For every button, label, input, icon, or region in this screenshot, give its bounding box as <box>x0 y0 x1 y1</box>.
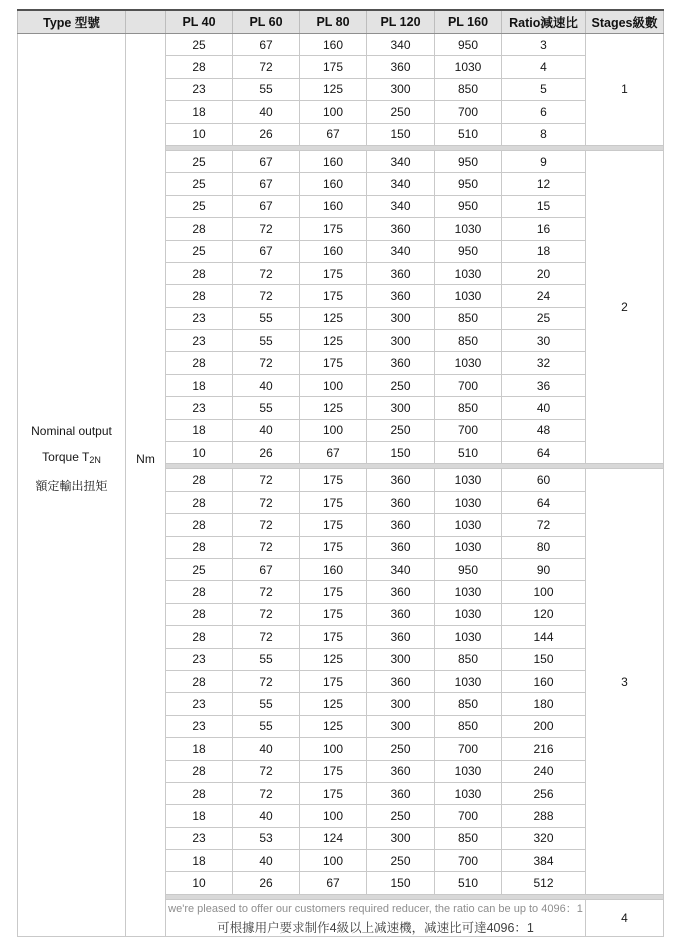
torque-cell: 250 <box>367 101 435 123</box>
torque-cell: 23 <box>166 307 233 329</box>
torque-cell: 72 <box>233 581 300 603</box>
torque-cell: 25 <box>166 34 233 56</box>
torque-cell: 850 <box>435 330 502 352</box>
torque-cell: 175 <box>300 536 367 558</box>
ratio-cell: 180 <box>502 693 586 715</box>
torque-cell: 300 <box>367 715 435 737</box>
torque-cell: 18 <box>166 805 233 827</box>
torque-cell: 950 <box>435 173 502 195</box>
ratio-cell: 512 <box>502 872 586 894</box>
torque-cell: 1030 <box>435 670 502 692</box>
ratio-cell: 64 <box>502 442 586 464</box>
torque-cell: 150 <box>367 123 435 145</box>
torque-cell: 300 <box>367 827 435 849</box>
torque-cell: 360 <box>367 56 435 78</box>
ratio-cell: 100 <box>502 581 586 603</box>
torque-cell: 40 <box>233 805 300 827</box>
ratio-cell: 32 <box>502 352 586 374</box>
header-ratio: Ratio減速比 <box>502 10 586 34</box>
torque-cell: 72 <box>233 285 300 307</box>
torque-cell: 26 <box>233 872 300 894</box>
torque-cell: 1030 <box>435 262 502 284</box>
torque-cell: 950 <box>435 34 502 56</box>
torque-cell: 360 <box>367 491 435 513</box>
torque-cell: 28 <box>166 782 233 804</box>
ratio-cell: 240 <box>502 760 586 782</box>
torque-cell: 175 <box>300 56 367 78</box>
torque-cell: 360 <box>367 352 435 374</box>
torque-cell: 67 <box>300 123 367 145</box>
torque-cell: 950 <box>435 240 502 262</box>
torque-cell: 175 <box>300 262 367 284</box>
ratio-cell: 216 <box>502 738 586 760</box>
torque-cell: 28 <box>166 603 233 625</box>
torque-cell: 67 <box>233 240 300 262</box>
torque-cell: 340 <box>367 34 435 56</box>
torque-cell: 1030 <box>435 760 502 782</box>
torque-cell: 360 <box>367 469 435 491</box>
torque-cell: 28 <box>166 352 233 374</box>
ratio-cell: 8 <box>502 123 586 145</box>
torque-cell: 250 <box>367 850 435 872</box>
torque-cell: 100 <box>300 101 367 123</box>
torque-cell: 175 <box>300 514 367 536</box>
torque-cell: 23 <box>166 78 233 100</box>
header-pl120: PL 120 <box>367 10 435 34</box>
torque-cell: 360 <box>367 626 435 648</box>
stage-cell: 3 <box>586 469 664 894</box>
torque-cell: 1030 <box>435 469 502 491</box>
torque-cell: 250 <box>367 374 435 396</box>
ratio-cell: 25 <box>502 307 586 329</box>
row-label-line1: Nominal output <box>31 424 112 439</box>
torque-cell: 125 <box>300 693 367 715</box>
torque-cell: 23 <box>166 715 233 737</box>
torque-cell: 125 <box>300 78 367 100</box>
ratio-cell: 4 <box>502 56 586 78</box>
torque-cell: 100 <box>300 419 367 441</box>
ratio-cell: 160 <box>502 670 586 692</box>
torque-cell: 1030 <box>435 352 502 374</box>
note-text-zh: 可根據用户要求制作4級以上减速機，减速比可達4096：1 <box>217 920 534 935</box>
row-label-text <box>18 418 125 499</box>
torque-cell: 55 <box>233 693 300 715</box>
torque-cell: 360 <box>367 285 435 307</box>
torque-cell: 26 <box>233 442 300 464</box>
torque-cell: 160 <box>300 150 367 172</box>
torque-cell: 72 <box>233 603 300 625</box>
torque-cell: 150 <box>367 872 435 894</box>
torque-cell: 67 <box>233 34 300 56</box>
torque-cell: 300 <box>367 693 435 715</box>
row-label-line3: 額定輸出扭矩 <box>35 479 108 494</box>
torque-cell: 72 <box>233 218 300 240</box>
torque-cell: 28 <box>166 536 233 558</box>
torque-cell: 72 <box>233 536 300 558</box>
torque-cell: 175 <box>300 218 367 240</box>
torque-cell: 72 <box>233 626 300 648</box>
torque-cell: 360 <box>367 536 435 558</box>
torque-cell: 55 <box>233 397 300 419</box>
torque-cell: 340 <box>367 240 435 262</box>
torque-cell: 175 <box>300 670 367 692</box>
torque-cell: 55 <box>233 715 300 737</box>
torque-cell: 160 <box>300 173 367 195</box>
torque-cell: 1030 <box>435 56 502 78</box>
torque-cell: 950 <box>435 150 502 172</box>
torque-cell: 72 <box>233 491 300 513</box>
torque-cell: 25 <box>166 150 233 172</box>
torque-cell: 360 <box>367 760 435 782</box>
torque-cell: 72 <box>233 760 300 782</box>
gearbox-spec-table <box>17 9 664 937</box>
torque-cell: 100 <box>300 850 367 872</box>
row-label-line2 <box>18 444 125 473</box>
torque-cell: 72 <box>233 782 300 804</box>
torque-cell: 1030 <box>435 218 502 240</box>
torque-cell: 300 <box>367 78 435 100</box>
torque-cell: 125 <box>300 648 367 670</box>
torque-cell: 124 <box>300 827 367 849</box>
torque-cell: 28 <box>166 469 233 491</box>
torque-cell: 850 <box>435 78 502 100</box>
torque-cell: 25 <box>166 195 233 217</box>
stage-cell: 4 <box>586 899 664 936</box>
note-cell <box>166 899 586 936</box>
torque-cell: 28 <box>166 262 233 284</box>
torque-cell: 10 <box>166 442 233 464</box>
torque-cell: 25 <box>166 173 233 195</box>
stage-cell: 2 <box>586 150 664 463</box>
torque-cell: 160 <box>300 240 367 262</box>
torque-cell: 72 <box>233 670 300 692</box>
ratio-cell: 80 <box>502 536 586 558</box>
torque-cell: 18 <box>166 419 233 441</box>
torque-cell: 100 <box>300 805 367 827</box>
torque-cell: 23 <box>166 397 233 419</box>
torque-cell: 10 <box>166 123 233 145</box>
torque-cell: 18 <box>166 850 233 872</box>
row-label-cell <box>18 34 126 937</box>
torque-cell: 55 <box>233 648 300 670</box>
torque-cell: 28 <box>166 581 233 603</box>
torque-cell: 850 <box>435 307 502 329</box>
torque-cell: 160 <box>300 195 367 217</box>
header-pl80: PL 80 <box>300 10 367 34</box>
ratio-cell: 12 <box>502 173 586 195</box>
ratio-cell: 20 <box>502 262 586 284</box>
torque-cell: 360 <box>367 603 435 625</box>
torque-cell: 125 <box>300 397 367 419</box>
torque-cell: 850 <box>435 715 502 737</box>
torque-cell: 950 <box>435 558 502 580</box>
torque-cell: 340 <box>367 173 435 195</box>
ratio-cell: 36 <box>502 374 586 396</box>
torque-cell: 1030 <box>435 626 502 648</box>
ratio-cell: 3 <box>502 34 586 56</box>
ratio-cell: 144 <box>502 626 586 648</box>
torque-cell: 72 <box>233 56 300 78</box>
ratio-cell: 60 <box>502 469 586 491</box>
ratio-cell: 16 <box>502 218 586 240</box>
torque-cell: 175 <box>300 760 367 782</box>
ratio-cell: 48 <box>502 419 586 441</box>
torque-cell: 175 <box>300 285 367 307</box>
ratio-cell: 30 <box>502 330 586 352</box>
torque-cell: 53 <box>233 827 300 849</box>
torque-cell: 23 <box>166 693 233 715</box>
unit-text: Nm <box>136 451 155 466</box>
torque-cell: 250 <box>367 738 435 760</box>
torque-cell: 300 <box>367 330 435 352</box>
torque-cell: 360 <box>367 514 435 536</box>
torque-cell: 26 <box>233 123 300 145</box>
torque-cell: 10 <box>166 872 233 894</box>
torque-cell: 175 <box>300 581 367 603</box>
torque-cell: 700 <box>435 805 502 827</box>
data-row <box>18 34 664 56</box>
torque-cell: 18 <box>166 101 233 123</box>
torque-cell: 1030 <box>435 782 502 804</box>
torque-cell: 55 <box>233 307 300 329</box>
header-type: Type 型號 <box>18 10 126 34</box>
ratio-cell: 5 <box>502 78 586 100</box>
torque-cell: 28 <box>166 56 233 78</box>
ratio-cell: 120 <box>502 603 586 625</box>
torque-cell: 175 <box>300 626 367 648</box>
torque-cell: 67 <box>233 150 300 172</box>
torque-cell: 1030 <box>435 514 502 536</box>
torque-cell: 175 <box>300 603 367 625</box>
torque-cell: 250 <box>367 419 435 441</box>
torque-cell: 67 <box>233 173 300 195</box>
header-pl40: PL 40 <box>166 10 233 34</box>
row-label-line2-main: Torque T <box>42 450 90 465</box>
header-pl60: PL 60 <box>233 10 300 34</box>
torque-cell: 72 <box>233 352 300 374</box>
torque-cell: 67 <box>300 872 367 894</box>
torque-cell: 28 <box>166 491 233 513</box>
torque-cell: 1030 <box>435 581 502 603</box>
torque-cell: 950 <box>435 195 502 217</box>
torque-cell: 360 <box>367 581 435 603</box>
torque-cell: 125 <box>300 715 367 737</box>
torque-cell: 250 <box>367 805 435 827</box>
ratio-cell: 320 <box>502 827 586 849</box>
torque-cell: 55 <box>233 78 300 100</box>
torque-cell: 23 <box>166 330 233 352</box>
torque-cell: 28 <box>166 760 233 782</box>
ratio-cell: 256 <box>502 782 586 804</box>
torque-cell: 18 <box>166 738 233 760</box>
ratio-cell: 6 <box>502 101 586 123</box>
ratio-cell: 15 <box>502 195 586 217</box>
ratio-cell: 18 <box>502 240 586 262</box>
torque-cell: 25 <box>166 240 233 262</box>
torque-cell: 55 <box>233 330 300 352</box>
torque-cell: 125 <box>300 330 367 352</box>
torque-cell: 125 <box>300 307 367 329</box>
torque-cell: 28 <box>166 285 233 307</box>
torque-cell: 40 <box>233 374 300 396</box>
torque-cell: 18 <box>166 374 233 396</box>
ratio-cell: 40 <box>502 397 586 419</box>
torque-cell: 40 <box>233 738 300 760</box>
torque-cell: 100 <box>300 738 367 760</box>
torque-cell: 510 <box>435 872 502 894</box>
ratio-cell: 384 <box>502 850 586 872</box>
torque-cell: 1030 <box>435 285 502 307</box>
torque-cell: 510 <box>435 123 502 145</box>
ratio-cell: 200 <box>502 715 586 737</box>
torque-cell: 850 <box>435 693 502 715</box>
torque-cell: 160 <box>300 34 367 56</box>
torque-cell: 510 <box>435 442 502 464</box>
torque-cell: 40 <box>233 101 300 123</box>
torque-cell: 850 <box>435 397 502 419</box>
torque-cell: 23 <box>166 648 233 670</box>
torque-cell: 340 <box>367 195 435 217</box>
torque-cell: 28 <box>166 514 233 536</box>
header-unit-empty <box>126 10 166 34</box>
torque-cell: 360 <box>367 218 435 240</box>
torque-cell: 25 <box>166 558 233 580</box>
torque-cell: 67 <box>233 195 300 217</box>
torque-cell: 850 <box>435 648 502 670</box>
torque-cell: 28 <box>166 670 233 692</box>
ratio-cell: 9 <box>502 150 586 172</box>
torque-cell: 67 <box>300 442 367 464</box>
torque-cell: 700 <box>435 374 502 396</box>
torque-cell: 72 <box>233 469 300 491</box>
torque-cell: 1030 <box>435 536 502 558</box>
torque-cell: 40 <box>233 850 300 872</box>
torque-cell: 850 <box>435 827 502 849</box>
ratio-cell: 90 <box>502 558 586 580</box>
ratio-cell: 150 <box>502 648 586 670</box>
torque-cell: 72 <box>233 514 300 536</box>
torque-cell: 67 <box>233 558 300 580</box>
torque-cell: 360 <box>367 262 435 284</box>
note-text-en: we're pleased to offer our customers required reducer, the ratio can be up to 4096：1 <box>168 902 583 915</box>
torque-cell: 700 <box>435 850 502 872</box>
ratio-cell: 288 <box>502 805 586 827</box>
torque-cell: 360 <box>367 782 435 804</box>
torque-cell: 340 <box>367 150 435 172</box>
header-row <box>18 10 664 34</box>
torque-cell: 360 <box>367 670 435 692</box>
header-pl160: PL 160 <box>435 10 502 34</box>
ratio-cell: 72 <box>502 514 586 536</box>
stage-cell: 1 <box>586 34 664 146</box>
torque-cell: 340 <box>367 558 435 580</box>
torque-cell: 175 <box>300 491 367 513</box>
torque-cell: 700 <box>435 419 502 441</box>
torque-cell: 72 <box>233 262 300 284</box>
torque-cell: 28 <box>166 218 233 240</box>
torque-cell: 175 <box>300 352 367 374</box>
torque-cell: 100 <box>300 374 367 396</box>
torque-cell: 700 <box>435 738 502 760</box>
torque-cell: 700 <box>435 101 502 123</box>
torque-cell: 175 <box>300 782 367 804</box>
torque-cell: 175 <box>300 469 367 491</box>
torque-cell: 1030 <box>435 491 502 513</box>
ratio-cell: 64 <box>502 491 586 513</box>
torque-cell: 150 <box>367 442 435 464</box>
header-stages: Stages級數 <box>586 10 664 34</box>
torque-cell: 300 <box>367 397 435 419</box>
torque-cell: 160 <box>300 558 367 580</box>
torque-cell: 300 <box>367 648 435 670</box>
torque-cell: 300 <box>367 307 435 329</box>
torque-cell: 28 <box>166 626 233 648</box>
row-label-line2-sub: 2N <box>89 455 101 466</box>
torque-cell: 40 <box>233 419 300 441</box>
ratio-cell: 24 <box>502 285 586 307</box>
torque-cell: 1030 <box>435 603 502 625</box>
torque-cell: 23 <box>166 827 233 849</box>
unit-cell <box>126 34 166 937</box>
